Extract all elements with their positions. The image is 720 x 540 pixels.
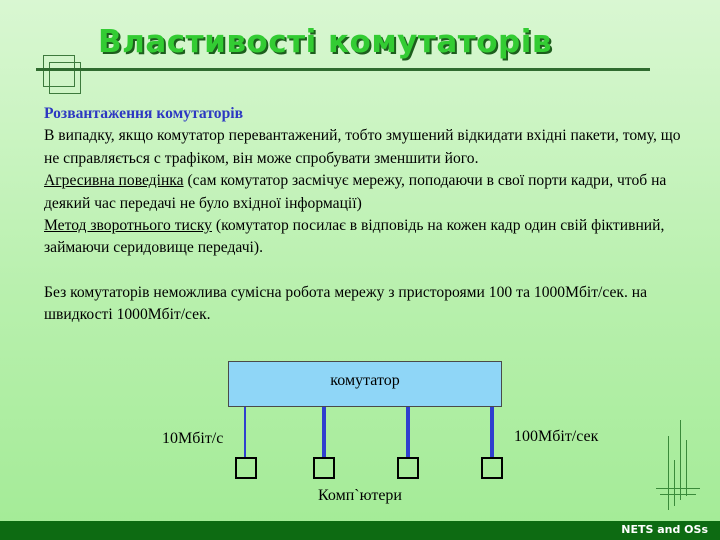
computer-node bbox=[397, 457, 419, 479]
computer-node bbox=[313, 457, 335, 479]
link-line-100mbit bbox=[406, 407, 410, 457]
decor-line bbox=[674, 460, 675, 506]
title-divider bbox=[36, 68, 650, 71]
slide-title: Властивості комутаторів bbox=[98, 24, 552, 60]
computer-node bbox=[481, 457, 503, 479]
speed-label-right: 100Мбіт/сек bbox=[514, 428, 599, 445]
link-line-10mbit bbox=[244, 407, 246, 457]
decor-line bbox=[660, 494, 696, 495]
computer-node bbox=[235, 457, 257, 479]
link-line-100mbit bbox=[322, 407, 326, 457]
paragraph-mixed-speeds: Без комутаторів неможлива сумісна робота мережу з пристороями 100 та 1000Мбіт/сек. на швидкості 1000Мбіт/сек. bbox=[44, 283, 648, 324]
method-backpressure-term: Метод зворотнього тиску bbox=[44, 217, 212, 235]
switch-box bbox=[228, 361, 502, 407]
method-backpressure-desc: (комутатор посилає в відповідь на кожен кадр один свій фіктивний, займаючи серидовище передачі). bbox=[44, 217, 665, 257]
section-heading: Розвантаження комутаторів bbox=[44, 105, 243, 122]
switch-label: комутатор bbox=[330, 372, 400, 389]
paragraph-method-aggressive bbox=[44, 170, 694, 215]
decor-line bbox=[656, 488, 700, 489]
decor-square bbox=[49, 62, 81, 94]
spacer bbox=[44, 260, 694, 282]
speed-label-left: 10Мбіт/с bbox=[162, 430, 224, 447]
paragraph-method-backpressure bbox=[44, 215, 694, 260]
paragraph-overload: В випадку, якщо комутатор перевантажений, тобто змушений відкидати вхідні пакети, тому, що не справляється с трафіком, він може спробувати зменшити його. bbox=[44, 127, 681, 167]
link-line-100mbit bbox=[490, 407, 494, 457]
decor-line bbox=[668, 436, 669, 510]
computers-label: Комп`ютери bbox=[318, 487, 402, 504]
method-aggressive-desc: (сам комутатор засмічує мережу, поподаючи в свої порти кадри, чтоб на деякий час передачі не було вхідної інформації) bbox=[44, 172, 667, 212]
footer-bar bbox=[0, 521, 720, 540]
slide-body bbox=[44, 103, 694, 327]
method-aggressive-term: Агресивна поведінка bbox=[44, 172, 184, 190]
footer-text: NETS and OSs bbox=[621, 523, 708, 536]
